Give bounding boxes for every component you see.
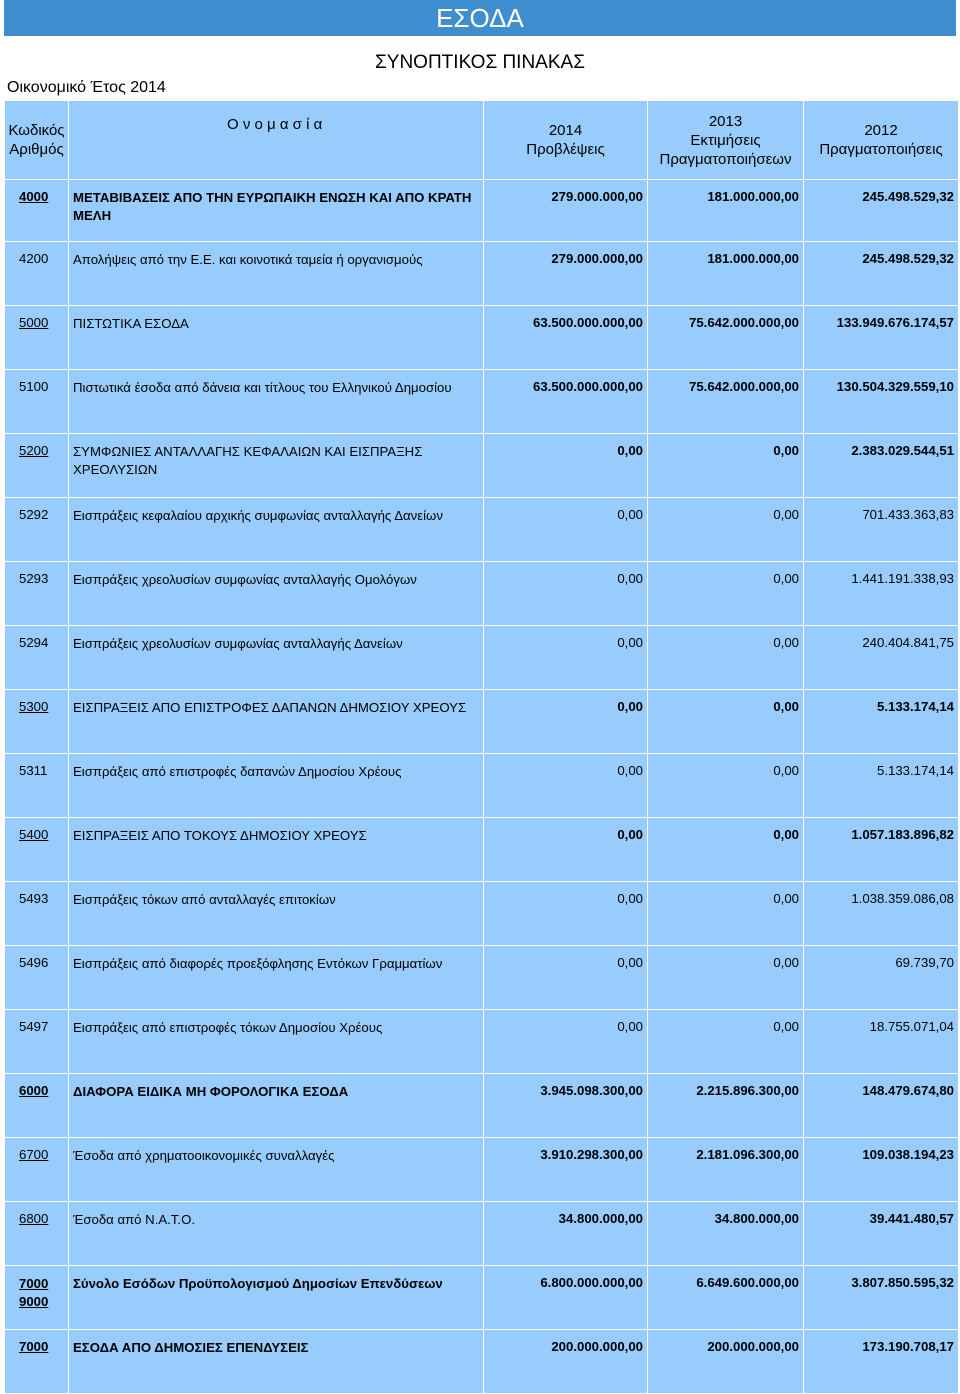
table-row [5, 946, 959, 1010]
row-name: Εισπράξεις τόκων από ανταλλαγές επιτοκίων [69, 882, 484, 946]
row-2014: 0,00 [484, 1010, 648, 1074]
revenue-summary-table [4, 100, 959, 1394]
table-row [5, 1266, 959, 1330]
row-2012: 3.807.850.595,32 [804, 1266, 959, 1330]
page-subtitle: ΣΥΝΟΠΤΙΚΟΣ ΠΙΝΑΚΑΣ [375, 52, 585, 73]
row-name: Εισπράξεις από επιστροφές δαπανών Δημοσίου Χρέους [69, 754, 484, 818]
row-2014: 279.000.000,00 [484, 242, 648, 306]
fiscal-year: Οικονομικό Έτος 2014 [7, 79, 166, 96]
row-2014: 63.500.000.000,00 [484, 306, 648, 370]
row-name: Εισπράξεις από διαφορές προεξόφλησης Εντόκων Γραμματίων [69, 946, 484, 1010]
header-name: Ο ν ο μ α σ ί α [69, 101, 484, 180]
row-2012: 130.504.329.559,10 [804, 370, 959, 434]
row-code: 5311 [5, 754, 69, 818]
row-2013: 0,00 [648, 498, 804, 562]
row-2012: 245.498.529,32 [804, 180, 959, 242]
row-2014: 0,00 [484, 690, 648, 754]
row-code: 5000 [5, 306, 69, 370]
table-row [5, 306, 959, 370]
row-name: ΣΥΜΦΩΝΙΕΣ ΑΝΤΑΛΛΑΓΗΣ ΚΕΦΑΛΑΙΩΝ ΚΑΙ ΕΙΣΠΡΑΞΗΣ ΧΡΕΟΛΥΣΙΩΝ [69, 434, 484, 498]
row-code: 6800 [5, 1202, 69, 1266]
row-code: 7000 9000 [5, 1266, 69, 1330]
row-code: 7000 [5, 1330, 69, 1394]
table-row [5, 754, 959, 818]
table-row [5, 1330, 959, 1394]
row-code: 5300 [5, 690, 69, 754]
row-2012: 5.133.174,14 [804, 754, 959, 818]
row-code: 4000 [5, 180, 69, 242]
row-code: 5497 [5, 1010, 69, 1074]
row-name: ΕΙΣΠΡΑΞΕΙΣ ΑΠΟ ΕΠΙΣΤΡΟΦΕΣ ΔΑΠΑΝΩΝ ΔΗΜΟΣΙΟΥ ΧΡΕΟΥΣ [69, 690, 484, 754]
row-code: 5200 [5, 434, 69, 498]
table-row [5, 882, 959, 946]
row-2014: 0,00 [484, 818, 648, 882]
header-2012: 2012 Πραγματοποιήσεις [804, 101, 959, 180]
table-row [5, 370, 959, 434]
row-name: ΔΙΑΦΟΡΑ ΕΙΔΙΚΑ ΜΗ ΦΟΡΟΛΟΓΙΚΑ ΕΣΟΔΑ [69, 1074, 484, 1138]
row-code: 5294 [5, 626, 69, 690]
row-2014: 0,00 [484, 626, 648, 690]
row-name: ΕΣΟΔΑ ΑΠΟ ΔΗΜΟΣΙΕΣ ΕΠΕΝΔΥΣΕΙΣ [69, 1330, 484, 1394]
row-2012: 240.404.841,75 [804, 626, 959, 690]
table-row [5, 498, 959, 562]
row-code: 5493 [5, 882, 69, 946]
table-row [5, 434, 959, 498]
row-2013: 181.000.000,00 [648, 242, 804, 306]
table-row [5, 1074, 959, 1138]
table-row [5, 562, 959, 626]
row-2014: 34.800.000,00 [484, 1202, 648, 1266]
row-2014: 3.945.098.300,00 [484, 1074, 648, 1138]
row-2013: 6.649.600.000,00 [648, 1266, 804, 1330]
row-2013: 200.000.000,00 [648, 1330, 804, 1394]
row-2014: 279.000.000,00 [484, 180, 648, 242]
row-2014: 0,00 [484, 498, 648, 562]
row-code: 5496 [5, 946, 69, 1010]
table-row [5, 1202, 959, 1266]
row-2013: 0,00 [648, 1010, 804, 1074]
table-header-row [5, 101, 959, 180]
table-row [5, 1138, 959, 1202]
row-2013: 0,00 [648, 626, 804, 690]
row-2012: 5.133.174,14 [804, 690, 959, 754]
row-2014: 6.800.000.000,00 [484, 1266, 648, 1330]
row-code: 5400 [5, 818, 69, 882]
row-2012: 133.949.676.174,57 [804, 306, 959, 370]
row-2013: 0,00 [648, 882, 804, 946]
row-2013: 0,00 [648, 562, 804, 626]
row-2012: 701.433.363,83 [804, 498, 959, 562]
row-2014: 63.500.000.000,00 [484, 370, 648, 434]
row-code: 5293 [5, 562, 69, 626]
row-2013: 0,00 [648, 818, 804, 882]
row-code: 5100 [5, 370, 69, 434]
row-2012: 18.755.071,04 [804, 1010, 959, 1074]
row-2012: 245.498.529,32 [804, 242, 959, 306]
row-2013: 0,00 [648, 946, 804, 1010]
row-2013: 34.800.000,00 [648, 1202, 804, 1266]
header-2014: 2014 Προβλέψεις [484, 101, 648, 180]
row-name: Εισπράξεις από επιστροφές τόκων Δημοσίου Χρέους [69, 1010, 484, 1074]
row-2013: 75.642.000.000,00 [648, 306, 804, 370]
row-2013: 2.215.896.300,00 [648, 1074, 804, 1138]
header-2013: 2013 Εκτιμήσεις Πραγματοποιήσεων [648, 101, 804, 180]
row-name: Απολήψεις από την Ε.Ε. και κοινοτικά ταμεία ή οργανισμούς [69, 242, 484, 306]
table-row [5, 242, 959, 306]
row-name: ΕΙΣΠΡΑΞΕΙΣ ΑΠΟ ΤΟΚΟΥΣ ΔΗΜΟΣΙΟΥ ΧΡΕΟΥΣ [69, 818, 484, 882]
row-name: ΠΙΣΤΩΤΙΚΑ ΕΣΟΔΑ [69, 306, 484, 370]
row-2014: 200.000.000,00 [484, 1330, 648, 1394]
row-2012: 69.739,70 [804, 946, 959, 1010]
table-row [5, 180, 959, 242]
row-name: Εισπράξεις κεφαλαίου αρχικής συμφωνίας ανταλλαγής Δανείων [69, 498, 484, 562]
row-name: Πιστωτικά έσοδα από δάνεια και τίτλους του Ελληνικού Δημοσίου [69, 370, 484, 434]
row-2013: 75.642.000.000,00 [648, 370, 804, 434]
row-name: Έσοδα από Ν.Α.Τ.Ο. [69, 1202, 484, 1266]
row-2014: 3.910.298.300,00 [484, 1138, 648, 1202]
row-2012: 1.441.191.338,93 [804, 562, 959, 626]
row-name: Εισπράξεις χρεολυσίων συμφωνίας ανταλλαγής Ομολόγων [69, 562, 484, 626]
header-code: Κωδικός Αριθμός [5, 101, 69, 180]
row-2014: 0,00 [484, 946, 648, 1010]
table-row [5, 818, 959, 882]
row-2012: 2.383.029.544,51 [804, 434, 959, 498]
row-name: Σύνολο Εσόδων Προϋπολογισμού Δημοσίων Επενδύσεων [69, 1266, 484, 1330]
row-2012: 1.057.183.896,82 [804, 818, 959, 882]
row-2014: 0,00 [484, 882, 648, 946]
row-2012: 1.038.359.086,08 [804, 882, 959, 946]
table-row [5, 1010, 959, 1074]
table-row [5, 626, 959, 690]
row-2012: 39.441.480,57 [804, 1202, 959, 1266]
row-2012: 148.479.674,80 [804, 1074, 959, 1138]
row-2012: 109.038.194,23 [804, 1138, 959, 1202]
row-2012: 173.190.708,17 [804, 1330, 959, 1394]
row-2013: 0,00 [648, 434, 804, 498]
row-name: ΜΕΤΑΒΙΒΑΣΕΙΣ ΑΠΟ ΤΗΝ ΕΥΡΩΠΑΙΚΗ ΕΝΩΣΗ ΚΑΙ ΑΠΟ ΚΡΑΤΗ ΜΕΛΗ [69, 180, 484, 242]
row-code: 6700 [5, 1138, 69, 1202]
row-code: 4200 [5, 242, 69, 306]
table-row [5, 690, 959, 754]
row-2013: 181.000.000,00 [648, 180, 804, 242]
row-name: Έσοδα από χρηματοοικονομικές συναλλαγές [69, 1138, 484, 1202]
row-code: 6000 [5, 1074, 69, 1138]
page-title-banner [4, 0, 956, 36]
row-2014: 0,00 [484, 754, 648, 818]
row-name: Εισπράξεις χρεολυσίων συμφωνίας ανταλλαγής Δανείων [69, 626, 484, 690]
row-2014: 0,00 [484, 434, 648, 498]
row-code: 5292 [5, 498, 69, 562]
row-2014: 0,00 [484, 562, 648, 626]
row-2013: 0,00 [648, 754, 804, 818]
page-title: ΕΣΟΔΑ [436, 3, 524, 33]
row-2013: 0,00 [648, 690, 804, 754]
row-2013: 2.181.096.300,00 [648, 1138, 804, 1202]
